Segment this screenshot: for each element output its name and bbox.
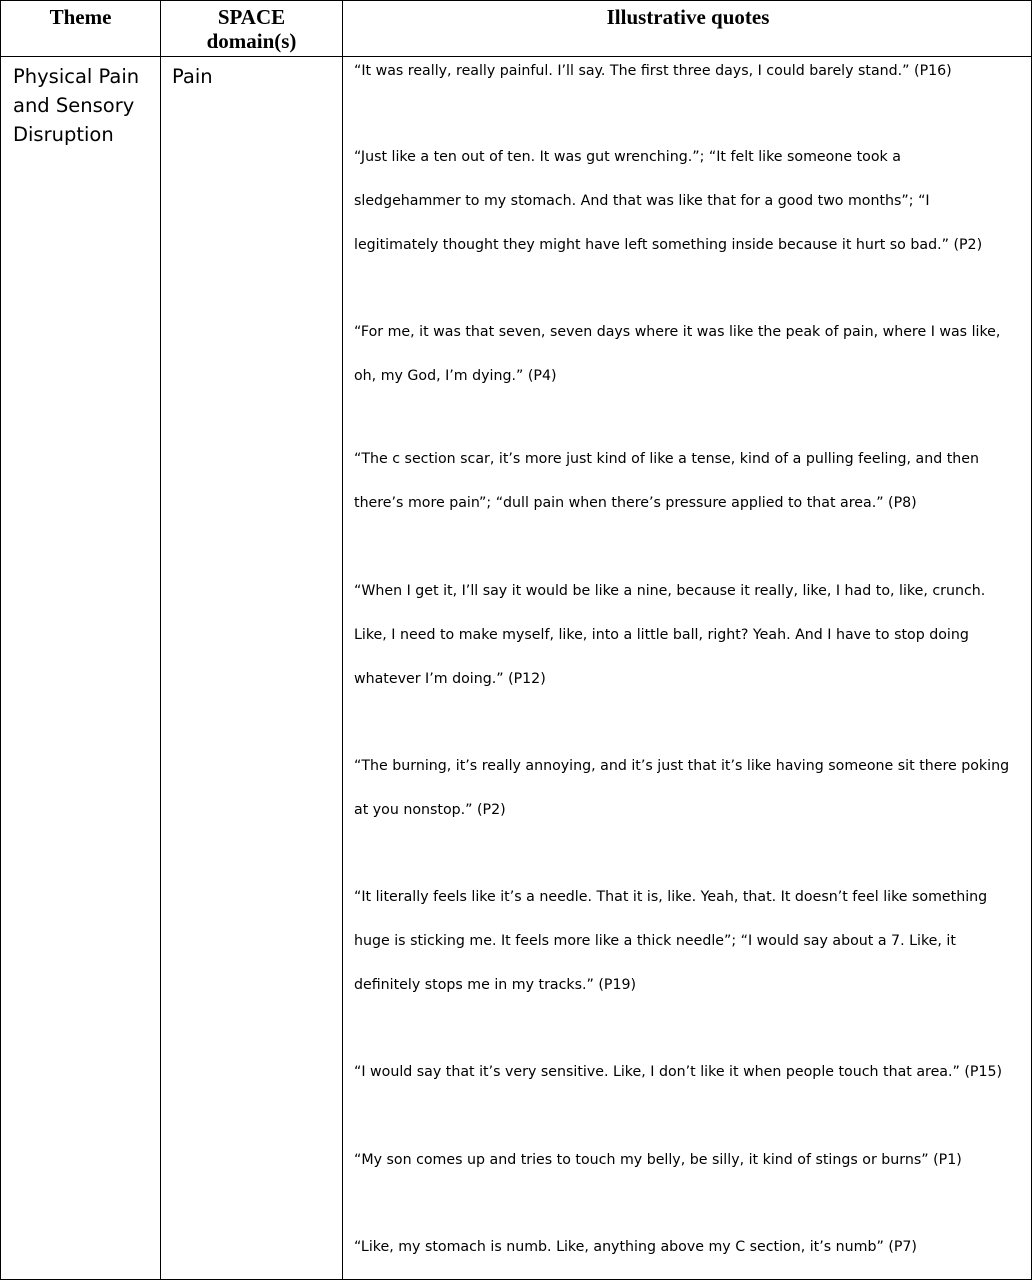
quote-line: there’s more pain”; “dull pain when there’s pressure applied to that area.” (P8) xyxy=(354,495,917,511)
theme-line: Physical Pain xyxy=(13,65,140,88)
quote-line: “It was really, really painful. I’ll say. The first three days, I could barely stand.” (P16) xyxy=(354,63,952,79)
quote-line: definitely stops me in my tracks.” (P19) xyxy=(354,977,637,993)
quote-line: “My son comes up and tries to touch my belly, be silly, it kind of stings or burns” (P1) xyxy=(354,1152,962,1168)
quote-line: at you nonstop.” (P2) xyxy=(354,802,506,818)
domain-label: Pain xyxy=(172,65,213,88)
header-domain xyxy=(161,1,342,57)
quote-block xyxy=(354,437,1026,525)
quote-line: “The burning, it’s really annoying, and it’s just that it’s like having someone sit there poking xyxy=(354,758,1010,774)
column-divider xyxy=(160,1,161,1279)
quote-line: Like, I need to make myself, like, into a little ball, right? Yeah. And I have to stop doing xyxy=(354,627,969,643)
quote-line: “I would say that it’s very sensitive. Like, I don’t like it when people touch that area.” (P15) xyxy=(354,1064,1003,1080)
header-domain-label-2: domain(s) xyxy=(206,29,297,53)
theme-line: and Sensory xyxy=(13,94,135,117)
column-divider xyxy=(342,1,343,1279)
header-theme-label: Theme xyxy=(49,5,112,29)
quote-block xyxy=(354,744,1026,832)
header-quotes-label: Illustrative quotes xyxy=(606,5,770,29)
quote-line: “It literally feels like it’s a needle. That it is, like. Yeah, that. It doesn’t feel like something xyxy=(354,889,988,905)
quote-line: sledgehammer to my stomach. And that was like that for a good two months”; “I xyxy=(354,193,930,209)
quote-line: whatever I’m doing.” (P12) xyxy=(354,671,546,687)
quote-block xyxy=(354,49,1026,93)
theme-cell xyxy=(13,62,153,149)
quote-line: “Just like a ten out of ten. It was gut wrenching.”; “It felt like someone took a xyxy=(354,149,901,165)
header-theme xyxy=(1,1,160,57)
quote-block xyxy=(354,569,1026,701)
quote-block xyxy=(354,135,1026,267)
quote-line: huge is sticking me. It feels more like a thick needle”; “I would say about a 7. Like, it xyxy=(354,933,956,949)
quote-block xyxy=(354,875,1026,1007)
quote-block xyxy=(354,1138,1026,1182)
quote-line: “For me, it was that seven, seven days where it was like the peak of pain, where I was like, xyxy=(354,324,1001,340)
quote-line: “Like, my stomach is numb. Like, anything above my C section, it’s numb” (P7) xyxy=(354,1239,917,1255)
quote-line: oh, my God, I’m dying.” (P4) xyxy=(354,368,557,384)
domain-cell xyxy=(172,62,332,91)
quote-line: legitimately thought they might have left something inside because it hurt so bad.” (P2) xyxy=(354,237,983,253)
theme-line: Disruption xyxy=(13,123,114,146)
quote-block xyxy=(354,1050,1026,1094)
quote-line: “The c section scar, it’s more just kind of like a tense, kind of a pulling feeling, and then xyxy=(354,451,979,467)
quote-line: “When I get it, I’ll say it would be like a nine, because it really, like, I had to, like, crunch. xyxy=(354,583,986,599)
header-domain-label-1: SPACE xyxy=(217,5,286,29)
quote-block xyxy=(354,310,1026,398)
quote-block xyxy=(354,1225,1026,1269)
